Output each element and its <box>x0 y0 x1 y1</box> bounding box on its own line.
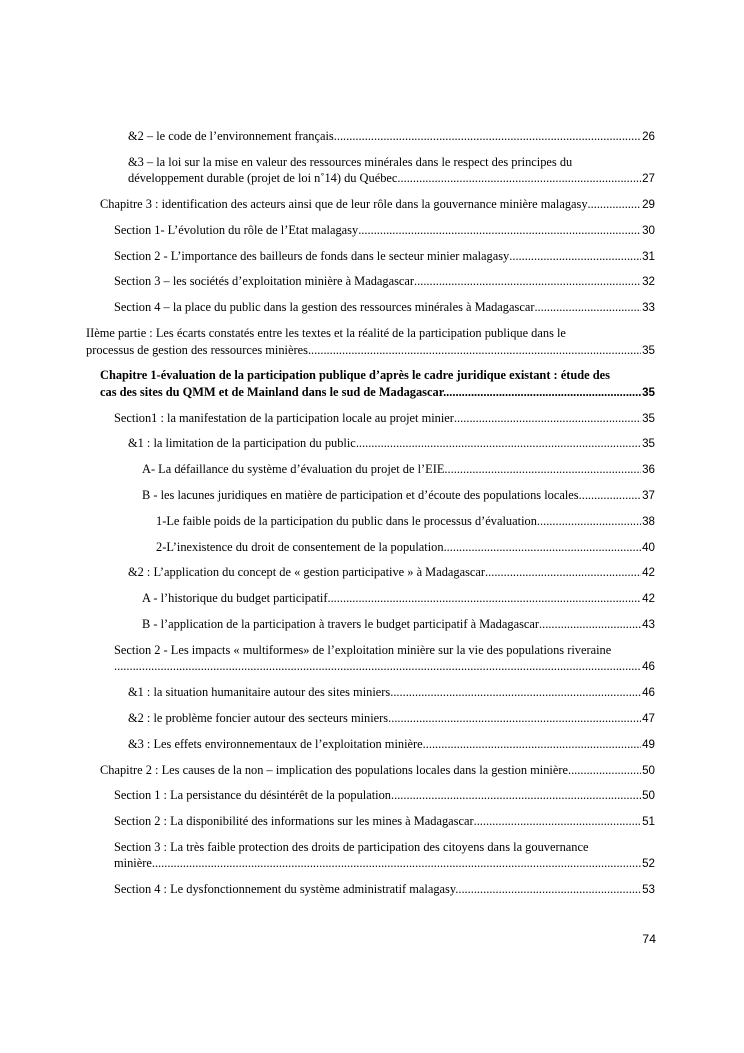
toc-entry-title: &3 : Les effets environnementaux de l’exploitation minière <box>128 736 423 751</box>
toc-entry-page: 27 <box>642 172 655 186</box>
toc-entry[interactable] <box>100 196 655 214</box>
toc-entry-page: 49 <box>642 737 655 751</box>
toc-entry-page: 33 <box>642 301 655 315</box>
toc-entry-page: 26 <box>642 130 655 143</box>
toc-dot-leader <box>414 273 641 290</box>
toc-entry-number: 2- <box>156 539 167 554</box>
toc-entry-title: A - l’historique du budget participatif <box>142 591 328 606</box>
toc-entry[interactable] <box>142 616 655 634</box>
toc-entry-page: 36 <box>642 463 655 477</box>
toc-dot-leader <box>444 539 642 556</box>
toc-entry[interactable] <box>128 128 655 146</box>
toc-dot-leader <box>308 342 641 359</box>
toc-dot-leader <box>390 684 641 701</box>
toc-entry[interactable] <box>128 736 655 754</box>
toc-dot-leader <box>485 564 641 581</box>
toc-entry[interactable] <box>142 461 655 479</box>
toc-entry[interactable] <box>128 564 655 582</box>
toc-entry-page: 42 <box>642 592 655 606</box>
toc-entry-text-line: Chapitre 1-évaluation de la participation publique d’après le cadre juridique existant : étude des <box>100 368 610 383</box>
toc-dot-leader <box>391 787 641 804</box>
toc-entry-title: Section 1 : La persistance du désintérêt de la population <box>114 788 391 803</box>
toc-entry-title: B - les lacunes juridiques en matière de participation et d’écoute des populations locales <box>142 488 579 503</box>
toc-dot-leader <box>454 410 641 427</box>
toc-entry[interactable] <box>114 248 655 266</box>
toc-entry-page: 35 <box>642 437 655 451</box>
toc-entry[interactable] <box>128 154 655 188</box>
toc-entry-page: 42 <box>642 566 655 580</box>
toc-entry-title: &2 – le code de l’environnement français <box>128 129 334 143</box>
toc-dot-leader <box>155 855 641 872</box>
toc-entry[interactable] <box>128 684 655 702</box>
toc-entry[interactable] <box>142 590 655 608</box>
toc-entry-title: Section 3 – les sociétés d’exploitation minière à Madagascar <box>114 274 415 289</box>
toc-entry-title: processus de gestion des ressources minières <box>86 342 308 357</box>
toc-entry-page: 51 <box>642 815 655 829</box>
toc-dot-leader <box>448 461 642 478</box>
toc-entry-page: 37 <box>642 489 655 503</box>
toc-dot-leader <box>388 710 641 727</box>
toc-entry-title: &2 : L’application du concept de « gestion participative » à Madagascar <box>128 565 486 580</box>
toc-entry-page: 50 <box>642 789 655 803</box>
toc-dot-leader <box>568 762 641 779</box>
toc-entry[interactable] <box>114 839 655 873</box>
toc-entry-page: 32 <box>642 275 655 289</box>
toc-entry-page: 35 <box>642 411 655 425</box>
toc-dot-leader <box>114 658 641 675</box>
toc-dot-leader <box>423 736 641 753</box>
toc-dot-leader <box>539 616 641 633</box>
toc-entry-title: &1 : la limitation de la participation du public <box>128 436 356 451</box>
toc-entry[interactable] <box>156 513 655 531</box>
toc-entry[interactable] <box>128 710 655 728</box>
toc-entry-text-line: &3 – la loi sur la mise en valeur des ressources minérales dans le respect des principes du <box>128 154 573 169</box>
toc-entry-page: 43 <box>642 618 655 632</box>
toc-dot-leader <box>356 435 641 452</box>
toc-dot-leader <box>458 881 641 898</box>
toc-entry-title: Chapitre 3 : identification des acteurs ainsi que de leur rôle dans la gouvernance minière malagasy <box>100 197 588 212</box>
toc-entry[interactable] <box>114 222 655 240</box>
toc-entry-title: minière. <box>114 856 155 871</box>
toc-entry-title: Le faible poids de la participation du public dans le processus d’évaluation <box>166 513 537 528</box>
toc-entry-title: Section 2 - L’importance des bailleurs de fonds dans le secteur minier malagasy <box>114 248 510 263</box>
toc-entry-page: 53 <box>642 883 655 897</box>
toc-entry-page: 29 <box>642 198 655 212</box>
toc-entry-title: Chapitre 2 : Les causes de la non – implication des populations locales dans la gestion minière <box>100 762 568 777</box>
toc-entry-page: 46 <box>642 686 655 700</box>
toc-dot-leader <box>588 196 642 213</box>
toc-dot-leader <box>397 170 641 187</box>
toc-entry[interactable] <box>100 367 655 401</box>
toc-entry-page: 31 <box>642 249 655 263</box>
toc-entry-page: 47 <box>642 711 655 725</box>
toc-entry-text-line: Section 2 - Les impacts « multiformes» de l’exploitation minière sur la vie des populations riveraine <box>114 642 612 657</box>
toc-entry-title: B - l’application de la participation à travers le budget participatif à Madagascar <box>142 617 540 632</box>
toc-entry-title: &2 : le problème foncier autour des secteurs miniers <box>128 710 389 725</box>
toc-entry-title: L’inexistence du droit de consentement de la population <box>166 539 444 554</box>
toc-entry[interactable] <box>114 299 655 317</box>
toc-entry-title: &1 : la situation humanitaire autour des sites miniers <box>128 685 391 700</box>
toc-entry-page: 46 <box>642 660 655 674</box>
toc-entry[interactable] <box>114 787 655 805</box>
toc-entry[interactable] <box>100 762 655 780</box>
toc-entry[interactable] <box>114 273 655 291</box>
toc-entry-page: 35 <box>642 385 655 399</box>
toc-entry[interactable] <box>142 487 655 505</box>
toc-entry-number: 1- <box>156 513 167 528</box>
toc-dot-leader <box>327 590 641 607</box>
toc-entry-page: 52 <box>642 857 655 871</box>
toc-entry-title: Section 1- L’évolution du rôle de l’Etat malagasy <box>114 222 359 237</box>
toc-entry-title: Section1 : la manifestation de la participation locale au projet minier <box>114 410 454 425</box>
toc-entry[interactable] <box>114 410 655 428</box>
toc-entry[interactable] <box>156 539 655 557</box>
toc-dot-leader <box>474 813 641 830</box>
toc-entry-title: développement durable (projet de loi n˚14) du Québec <box>128 171 398 186</box>
toc-dot-leader <box>534 299 641 316</box>
toc-entry-page: 40 <box>642 540 655 554</box>
toc-entry-page: 30 <box>642 223 655 237</box>
toc-dot-leader <box>446 384 641 401</box>
toc-entry-text-line: IIème partie : Les écarts constatés entre les textes et la réalité de la participation publique dans le <box>86 326 566 341</box>
toc-entry-title: Section 4 – la place du public dans la gestion des ressources minérales à Madagascar <box>114 300 535 315</box>
toc-entry[interactable] <box>114 813 655 831</box>
toc-entry-title: Section 2 : La disponibilité des informations sur les mines à Madagascar <box>114 814 474 829</box>
toc-dot-leader <box>579 487 641 504</box>
toc-entry[interactable] <box>114 642 655 676</box>
toc-dot-leader <box>537 513 641 530</box>
toc-entry[interactable] <box>86 325 655 359</box>
toc-entry[interactable] <box>114 881 655 899</box>
toc-dot-leader <box>334 128 641 145</box>
table-of-contents <box>0 128 744 907</box>
toc-entry-title: A- La défaillance du système d’évaluation du projet de l’EIE. <box>142 462 448 477</box>
page-number: 74 <box>642 932 656 946</box>
toc-dot-leader <box>358 222 641 239</box>
toc-entry-page: 35 <box>642 343 655 357</box>
toc-entry-page: 50 <box>642 763 655 777</box>
toc-entry-title: cas des sites du QMM et de Mainland dans le sud de Madagascar. <box>100 384 447 399</box>
toc-dot-leader <box>509 248 641 265</box>
toc-entry-text-line: Section 3 : La très faible protection des droits de participation des citoyens dans la gouvernance <box>114 839 589 854</box>
toc-entry-page: 38 <box>642 514 655 528</box>
toc-entry[interactable] <box>128 435 655 453</box>
toc-entry-title: Section 4 : Le dysfonctionnement du système administratif malagasy. <box>114 882 459 897</box>
